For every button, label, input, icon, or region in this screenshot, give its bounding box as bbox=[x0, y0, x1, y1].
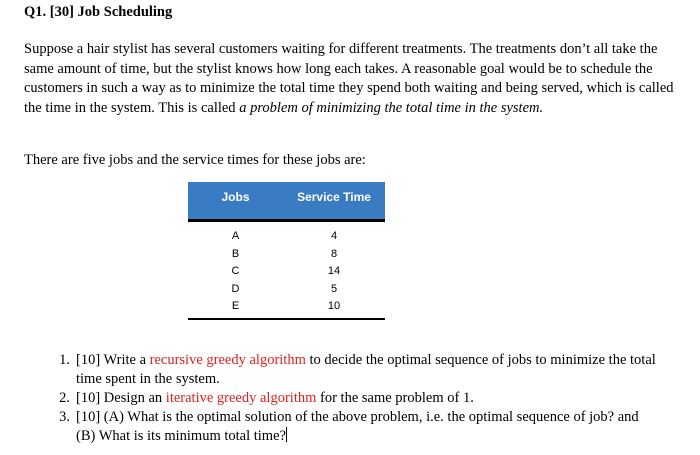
table-row bbox=[188, 263, 385, 281]
question-text bbox=[76, 351, 660, 389]
question-text-post: for the same problem of 1. bbox=[316, 390, 474, 406]
job-cell: B bbox=[231, 247, 240, 260]
question-text bbox=[76, 389, 660, 408]
table-row bbox=[188, 246, 385, 264]
text-cursor bbox=[286, 427, 287, 442]
table-row bbox=[188, 281, 385, 299]
service-time-cell: 4 bbox=[330, 230, 338, 242]
question-highlight: iterative greedy algorithm bbox=[165, 390, 317, 406]
list-item bbox=[40, 389, 660, 408]
problem-paragraph bbox=[24, 40, 674, 118]
job-cell: D bbox=[231, 282, 240, 295]
header-service-time: Service Time bbox=[297, 190, 371, 204]
table-header bbox=[188, 182, 385, 222]
table-row bbox=[188, 228, 385, 246]
question-list bbox=[40, 351, 660, 446]
question-heading: Q1. [30] Job Scheduling bbox=[24, 4, 173, 20]
jobs-intro: There are five jobs and the service times for these jobs are: bbox=[24, 152, 366, 168]
list-item bbox=[40, 351, 660, 389]
job-cell: E bbox=[231, 300, 240, 313]
paragraph-text: Suppose a hair stylist has several customers waiting for different treatments. The treatments don’t all take the same amount of time, but the stylist knows how long each takes. A reasonable goal would be to schedule the customers in such a way as to minimize the total time they spend both waiting and being served, which is called the time in the system. This is called bbox=[24, 41, 674, 116]
job-cell: C bbox=[231, 265, 240, 278]
service-time-cell: 14 bbox=[327, 265, 341, 278]
question-highlight: recursive greedy algorithm bbox=[149, 352, 306, 368]
job-cell: A bbox=[231, 230, 240, 242]
paragraph-italic-text: a problem of minimizing the total time in the system. bbox=[239, 99, 544, 116]
table-body bbox=[188, 222, 385, 320]
question-number: 3. bbox=[59, 409, 70, 425]
question-text-pre: [10] (A) What is the optimal solution of the above problem, i.e. the optimal sequence of job? and (B) What is its minimum total time? bbox=[76, 409, 639, 444]
question-text bbox=[76, 408, 660, 446]
question-number: 2. bbox=[59, 390, 70, 406]
question-number: 1. bbox=[59, 352, 70, 368]
jobs-table bbox=[188, 182, 385, 320]
header-jobs: Jobs bbox=[221, 190, 250, 204]
question-text-pre: [10] Design an bbox=[76, 390, 166, 406]
service-time-cell: 8 bbox=[330, 247, 338, 260]
table-row bbox=[188, 298, 385, 316]
list-item bbox=[40, 408, 660, 446]
question-text-pre: [10] Write a bbox=[76, 352, 150, 368]
service-time-cell: 5 bbox=[330, 282, 338, 295]
question-text-post: to decide the optimal sequence of jobs to minimize the total time spent in the system. bbox=[76, 352, 656, 387]
service-time-cell: 10 bbox=[327, 300, 341, 313]
